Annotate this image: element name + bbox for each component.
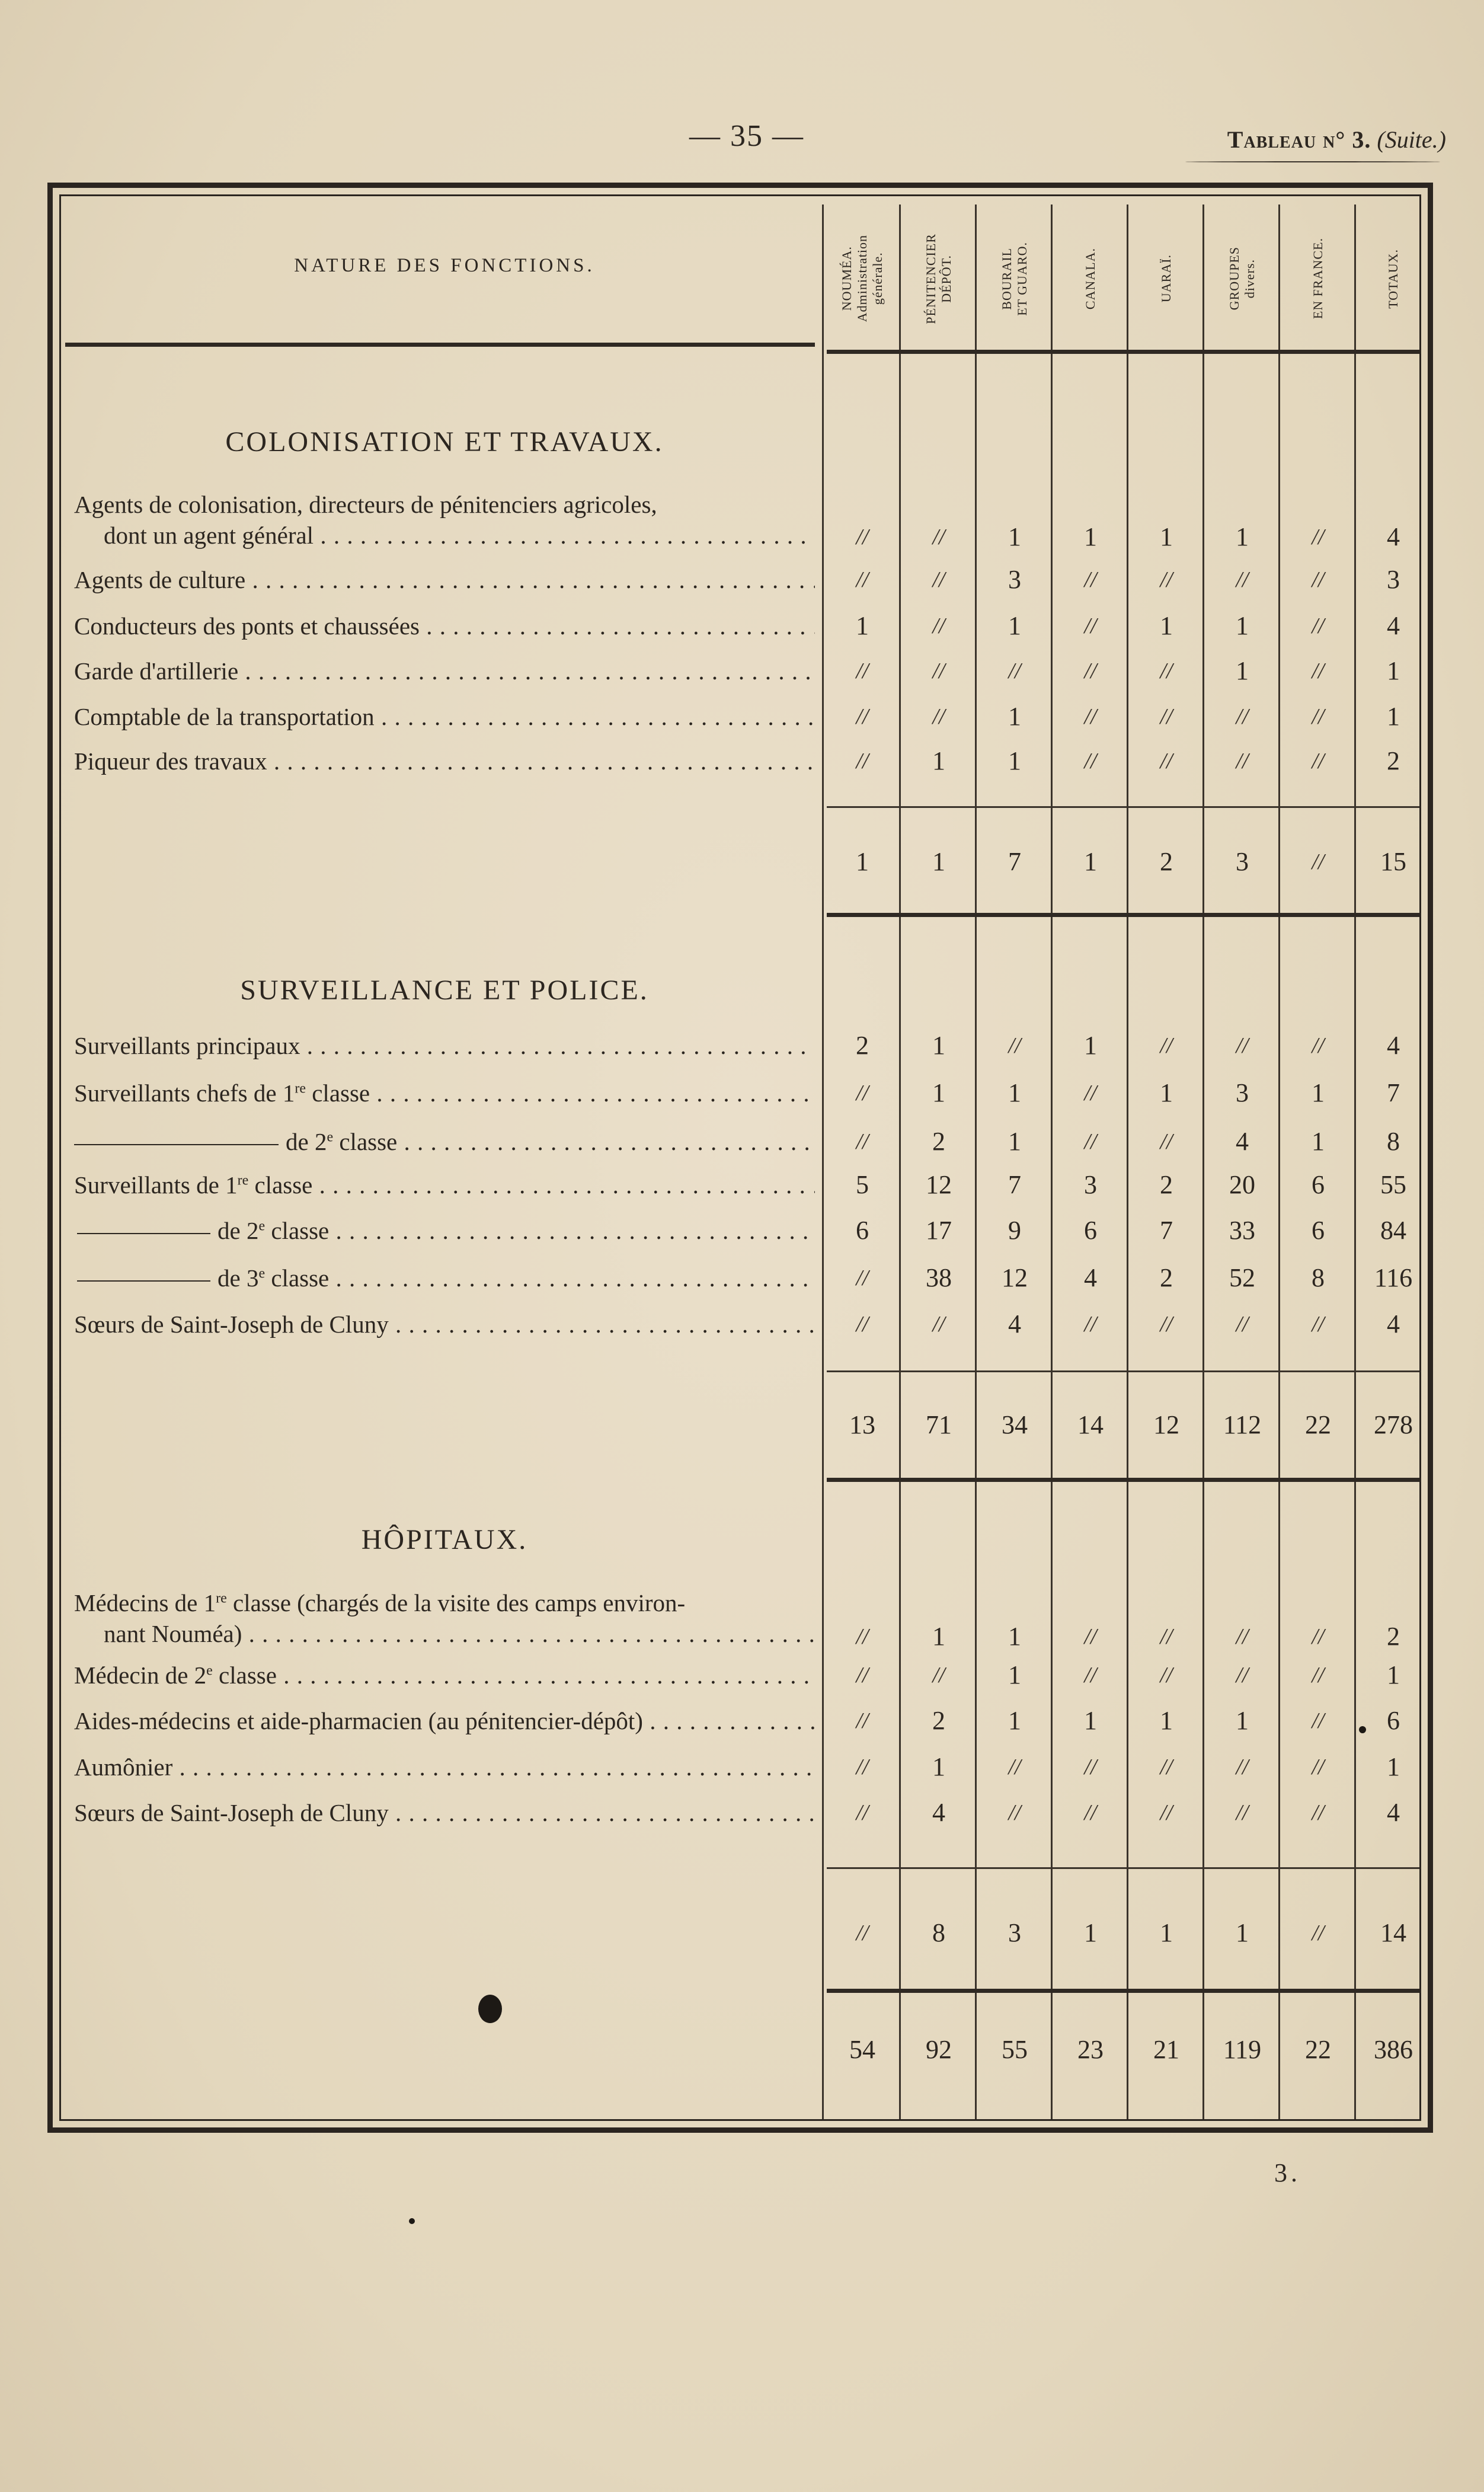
table-cell: 1	[932, 1622, 945, 1651]
table-cell: //	[1160, 1033, 1173, 1058]
table-cell: //	[1312, 614, 1325, 638]
table-cell: 1	[1008, 611, 1021, 640]
row-label: Piqueur des travaux . . .	[74, 746, 815, 777]
table-cell: 1	[932, 1031, 945, 1060]
table-cell: 1	[1236, 611, 1249, 640]
table-cell: 1	[1008, 702, 1021, 731]
table-cell: 1	[1387, 1752, 1400, 1781]
table-cell: 1	[1160, 522, 1173, 551]
table-cell: //	[1084, 1755, 1097, 1779]
table-cell: //	[1160, 1129, 1173, 1154]
table-cell: 12	[926, 1170, 952, 1199]
table-cell: 1	[1236, 1706, 1249, 1735]
table-cell: //	[1084, 567, 1097, 592]
table-cell: 4	[1387, 1031, 1400, 1060]
table-cell: 5	[856, 1170, 869, 1199]
row-label: Sœurs de Saint-Joseph de Cluny . . .	[74, 1797, 815, 1828]
table-cell: //	[1160, 1624, 1173, 1649]
table-cell: //	[932, 525, 945, 549]
table-cell: 8	[1387, 1127, 1400, 1156]
grand-total-cell: 54	[849, 2035, 875, 2064]
table-cell: //	[1236, 1755, 1249, 1779]
table-cell: 1	[1312, 1078, 1325, 1107]
table-cell: //	[1008, 1800, 1021, 1825]
section-total-cell: 2	[1160, 847, 1173, 876]
table-cell: //	[1312, 1624, 1325, 1649]
table-cell: //	[856, 1266, 869, 1290]
column-divider	[1202, 205, 1204, 2119]
section-total-cell: 12	[1153, 1410, 1179, 1439]
section-total-cell: 14	[1077, 1410, 1104, 1439]
table-cell: 2	[932, 1706, 945, 1735]
table-cell: //	[1084, 1663, 1097, 1688]
table-cell: //	[1084, 1800, 1097, 1825]
table-cell: //	[1312, 659, 1325, 683]
table-cell: //	[1312, 1800, 1325, 1825]
table-cell: //	[932, 704, 945, 729]
table-cell: 8	[1312, 1263, 1325, 1292]
section-total-cell: 13	[849, 1410, 875, 1439]
table-cell: //	[856, 1081, 869, 1106]
table-cell: //	[1084, 1624, 1097, 1649]
table-cell: //	[856, 1755, 869, 1779]
row-label: Aumônier . . .	[74, 1752, 815, 1782]
column-divider	[1354, 205, 1356, 2119]
table-cell: 12	[1002, 1263, 1028, 1292]
table-cell: 4	[1236, 1127, 1249, 1156]
table-cell: 2	[1160, 1170, 1173, 1199]
ink-blot	[478, 1995, 502, 2023]
table-cell: 6	[856, 1216, 869, 1245]
column-divider	[975, 205, 977, 2119]
table-cell: //	[856, 1129, 869, 1154]
tableau-reference	[1197, 126, 1446, 154]
section-total-cell: 1	[932, 847, 945, 876]
table-cell: 2	[856, 1031, 869, 1060]
table-cell: //	[856, 1800, 869, 1825]
table-cell: //	[856, 525, 869, 549]
table-cell: 6	[1387, 1706, 1400, 1735]
header-rule	[827, 350, 1419, 354]
tableau-suite: (Suite.)	[1377, 126, 1446, 153]
section-total-cell: 112	[1223, 1410, 1262, 1439]
row-label: Conducteurs des ponts et chaussées . . .	[74, 611, 815, 641]
ink-blot	[1359, 1726, 1366, 1733]
ditto-dash	[77, 1280, 210, 1282]
table-cell: 1	[1008, 1660, 1021, 1689]
table-cell: 6	[1312, 1170, 1325, 1199]
table-cell: 1	[932, 746, 945, 775]
column-header-uarai: UARAÏ.	[1159, 254, 1173, 303]
table-cell: //	[1008, 1033, 1021, 1058]
table-cell: //	[1008, 659, 1021, 683]
row-label: Garde d'artillerie . . .	[74, 656, 815, 686]
table-cell: //	[1160, 704, 1173, 729]
section-total-cell: 71	[926, 1410, 952, 1439]
section-title-hopitaux: HÔPITAUX.	[361, 1524, 528, 1555]
column-header-noumea: NOUMÉA. Administration générale.	[839, 235, 885, 322]
table-cell: //	[1312, 525, 1325, 549]
column-header-nature: NATURE DES FONCTIONS.	[294, 255, 595, 276]
section-total-cell: 15	[1380, 847, 1406, 876]
table-cell: //	[1084, 749, 1097, 774]
section-total-cell: 1	[1236, 1918, 1249, 1947]
table-cell: //	[1312, 1312, 1325, 1337]
table-cell: //	[1236, 1033, 1249, 1058]
subtotal-rule	[827, 1867, 1419, 1869]
table-cell: 52	[1229, 1263, 1255, 1292]
column-header-bourail: BOURAIL ET GUARO.	[999, 241, 1029, 316]
section-total-cell: //	[856, 1921, 869, 1945]
table-cell: //	[1084, 1081, 1097, 1106]
table-cell: //	[1160, 1312, 1173, 1337]
page-number: — 35 —	[689, 119, 804, 153]
subtotal-rule	[827, 1370, 1419, 1372]
section-total-cell: 1	[1084, 847, 1097, 876]
section-total-cell: 22	[1305, 1410, 1331, 1439]
table-cell: //	[1236, 749, 1249, 774]
table-cell: 2	[932, 1127, 945, 1156]
section-title-colonisation: COLONISATION ET TRAVAUX.	[225, 426, 664, 458]
grand-total-cell: 386	[1374, 2035, 1413, 2064]
table-cell: //	[856, 1624, 869, 1649]
row-label: Sœurs de Saint-Joseph de Cluny . . .	[74, 1309, 815, 1340]
table-cell: //	[1160, 1663, 1173, 1688]
table-cell: //	[932, 614, 945, 638]
row-label: de 2e classe . . .	[74, 1215, 815, 1246]
row-label: Surveillants chefs de 1re classe . . .	[74, 1078, 815, 1108]
table-cell: 7	[1160, 1216, 1173, 1245]
section-total-cell: 34	[1002, 1410, 1028, 1439]
tableau-label: Tableau n° 3.	[1227, 126, 1371, 153]
table-cell: 33	[1229, 1216, 1255, 1245]
table-cell: 116	[1374, 1263, 1413, 1292]
row-label: Surveillants de 1re classe . . .	[74, 1170, 815, 1200]
table-cell: 1	[856, 611, 869, 640]
table-cell: //	[1084, 659, 1097, 683]
column-header-groupes: GROUPES divers.	[1227, 247, 1257, 311]
grand-total-cell: 55	[1002, 2035, 1028, 2064]
section-total-cell: 14	[1380, 1918, 1406, 1947]
ditto-dash	[77, 1233, 210, 1234]
table-cell: //	[1236, 704, 1249, 729]
table-cell: 1	[1387, 1660, 1400, 1689]
table-cell: 7	[1008, 1170, 1021, 1199]
table-cell: 6	[1084, 1216, 1097, 1245]
table-cell: 1	[1008, 1078, 1021, 1107]
table-cell: 4	[932, 1798, 945, 1827]
section-total-cell: 1	[1084, 1918, 1097, 1947]
header-rule	[65, 343, 815, 347]
table-cell: 20	[1229, 1170, 1255, 1199]
section-total-cell: 8	[932, 1918, 945, 1947]
grand-total-cell: 23	[1077, 2035, 1104, 2064]
table-cell: //	[932, 1663, 945, 1688]
table-cell: //	[1312, 567, 1325, 592]
subtotal-rule	[827, 806, 1419, 808]
table-cell: 3	[1008, 565, 1021, 594]
table-cell: 1	[1236, 522, 1249, 551]
table-cell: 84	[1380, 1216, 1406, 1245]
table-cell: //	[1312, 1033, 1325, 1058]
section-total-cell: 278	[1374, 1410, 1413, 1439]
table-cell: //	[1236, 1800, 1249, 1825]
table-cell: 4	[1008, 1309, 1021, 1338]
table-cell: //	[856, 1312, 869, 1337]
table-cell: 4	[1387, 522, 1400, 551]
table-cell: 2	[1387, 1622, 1400, 1651]
table-cell: 1	[1008, 1706, 1021, 1735]
table-cell: //	[856, 659, 869, 683]
ditto-dash	[74, 1144, 279, 1145]
row-label: Agents de culture . . .	[74, 564, 815, 595]
table-cell: 1	[932, 1078, 945, 1107]
tableau-underline	[1185, 161, 1440, 162]
table-cell: //	[1236, 1663, 1249, 1688]
table-cell: 4	[1387, 611, 1400, 640]
table-cell: 4	[1084, 1263, 1097, 1292]
table-cell: 1	[1387, 702, 1400, 731]
column-divider	[899, 205, 901, 2119]
table-cell: //	[1236, 1312, 1249, 1337]
table-cell: //	[1084, 614, 1097, 638]
table-cell: //	[1084, 1312, 1097, 1337]
row-label: de 3e classe . . .	[74, 1263, 815, 1293]
table-cell: 4	[1387, 1309, 1400, 1338]
table-cell: //	[856, 749, 869, 774]
table-cell: 4	[1387, 1798, 1400, 1827]
table-cell: //	[856, 704, 869, 729]
table-cell: 6	[1312, 1216, 1325, 1245]
table-cell: //	[1236, 567, 1249, 592]
table-cell: 1	[1084, 522, 1097, 551]
row-label: Médecins de 1re classe (chargés de la visite des camps environ- nant Nouméa) . . .	[74, 1587, 815, 1649]
table-cell: //	[1160, 749, 1173, 774]
column-divider	[1127, 205, 1128, 2119]
column-header-totaux: TOTAUX.	[1386, 248, 1400, 309]
table-cell: 1	[1160, 611, 1173, 640]
table-cell: 1	[1160, 1078, 1173, 1107]
table-cell: //	[1312, 1708, 1325, 1733]
table-cell: //	[1312, 704, 1325, 729]
table-cell: 1	[1008, 1127, 1021, 1156]
table-cell: 9	[1008, 1216, 1021, 1245]
table-cell: //	[932, 1312, 945, 1337]
column-header-en-france: EN FRANCE.	[1310, 238, 1325, 320]
table-cell: //	[1312, 1755, 1325, 1779]
section-title-surveillance: SURVEILLANCE ET POLICE.	[240, 975, 649, 1006]
table-cell: 1	[1084, 1706, 1097, 1735]
table-cell: 3	[1236, 1078, 1249, 1107]
table-cell: //	[856, 1708, 869, 1733]
table-cell: 2	[1160, 1263, 1173, 1292]
section-rule	[827, 1478, 1419, 1482]
section-total-cell: //	[1312, 1921, 1325, 1945]
column-header-canala: CANALA.	[1083, 247, 1098, 310]
table-cell: //	[932, 567, 945, 592]
table-cell: 1	[1008, 522, 1021, 551]
table-frame-inner	[59, 194, 1421, 2121]
column-divider	[1278, 205, 1280, 2119]
table-cell: 55	[1380, 1170, 1406, 1199]
row-label: Médecin de 2e classe . . .	[74, 1660, 815, 1691]
table-cell: //	[1008, 1755, 1021, 1779]
section-total-cell: 3	[1008, 1918, 1021, 1947]
column-header-penitencier: PÉNITENCIER DÉPÔT.	[923, 233, 954, 324]
section-total-cell: 1	[1160, 1918, 1173, 1947]
table-cell: 3	[1387, 565, 1400, 594]
section-rule	[827, 913, 1419, 917]
table-cell: 38	[926, 1263, 952, 1292]
row-label: Aides-médecins et aide-pharmacien (au pénitencier-dépôt) . . .	[74, 1705, 815, 1736]
table-cell: //	[1160, 1755, 1173, 1779]
section-total-cell: 1	[856, 847, 869, 876]
table-cell: 1	[1312, 1127, 1325, 1156]
grand-total-cell: 119	[1223, 2035, 1262, 2064]
table-cell: //	[932, 659, 945, 683]
table-cell: //	[856, 1663, 869, 1688]
page-footer-mark: 3.	[1274, 2158, 1301, 2187]
column-divider	[1051, 205, 1053, 2119]
row-label: Surveillants principaux . . .	[74, 1030, 815, 1061]
table-cell: 1	[1236, 656, 1249, 685]
column-divider	[822, 205, 824, 2119]
table-cell: 1	[1008, 1622, 1021, 1651]
row-label: Agents de colonisation, directeurs de pénitenciers agricoles, dont un agent général . . .	[74, 489, 815, 551]
table-cell: //	[1084, 1129, 1097, 1154]
table-cell: 2	[1387, 746, 1400, 775]
section-total-cell: 3	[1236, 847, 1249, 876]
section-rule	[827, 1989, 1419, 1993]
table-cell: //	[1084, 704, 1097, 729]
grand-total-cell: 22	[1305, 2035, 1331, 2064]
table-cell: //	[856, 567, 869, 592]
table-cell: //	[1160, 659, 1173, 683]
section-total-cell: //	[1312, 849, 1325, 874]
ink-blot	[409, 2218, 415, 2224]
table-cell: 1	[1387, 656, 1400, 685]
table-cell: //	[1312, 749, 1325, 774]
table-cell: 1	[1084, 1031, 1097, 1060]
table-cell: 1	[1008, 746, 1021, 775]
table-cell: //	[1236, 1624, 1249, 1649]
table-cell: //	[1160, 1800, 1173, 1825]
table-cell: 7	[1387, 1078, 1400, 1107]
section-total-cell: 7	[1008, 847, 1021, 876]
table-cell: 1	[1160, 1706, 1173, 1735]
row-label: de 2e classe . . .	[74, 1126, 815, 1157]
table-cell: 1	[932, 1752, 945, 1781]
row-label: Comptable de la transportation . . .	[74, 701, 815, 732]
table-cell: //	[1160, 567, 1173, 592]
table-cell: //	[1312, 1663, 1325, 1688]
table-cell: 17	[926, 1216, 952, 1245]
grand-total-cell: 21	[1153, 2035, 1179, 2064]
grand-total-cell: 92	[926, 2035, 952, 2064]
table-cell: 3	[1084, 1170, 1097, 1199]
